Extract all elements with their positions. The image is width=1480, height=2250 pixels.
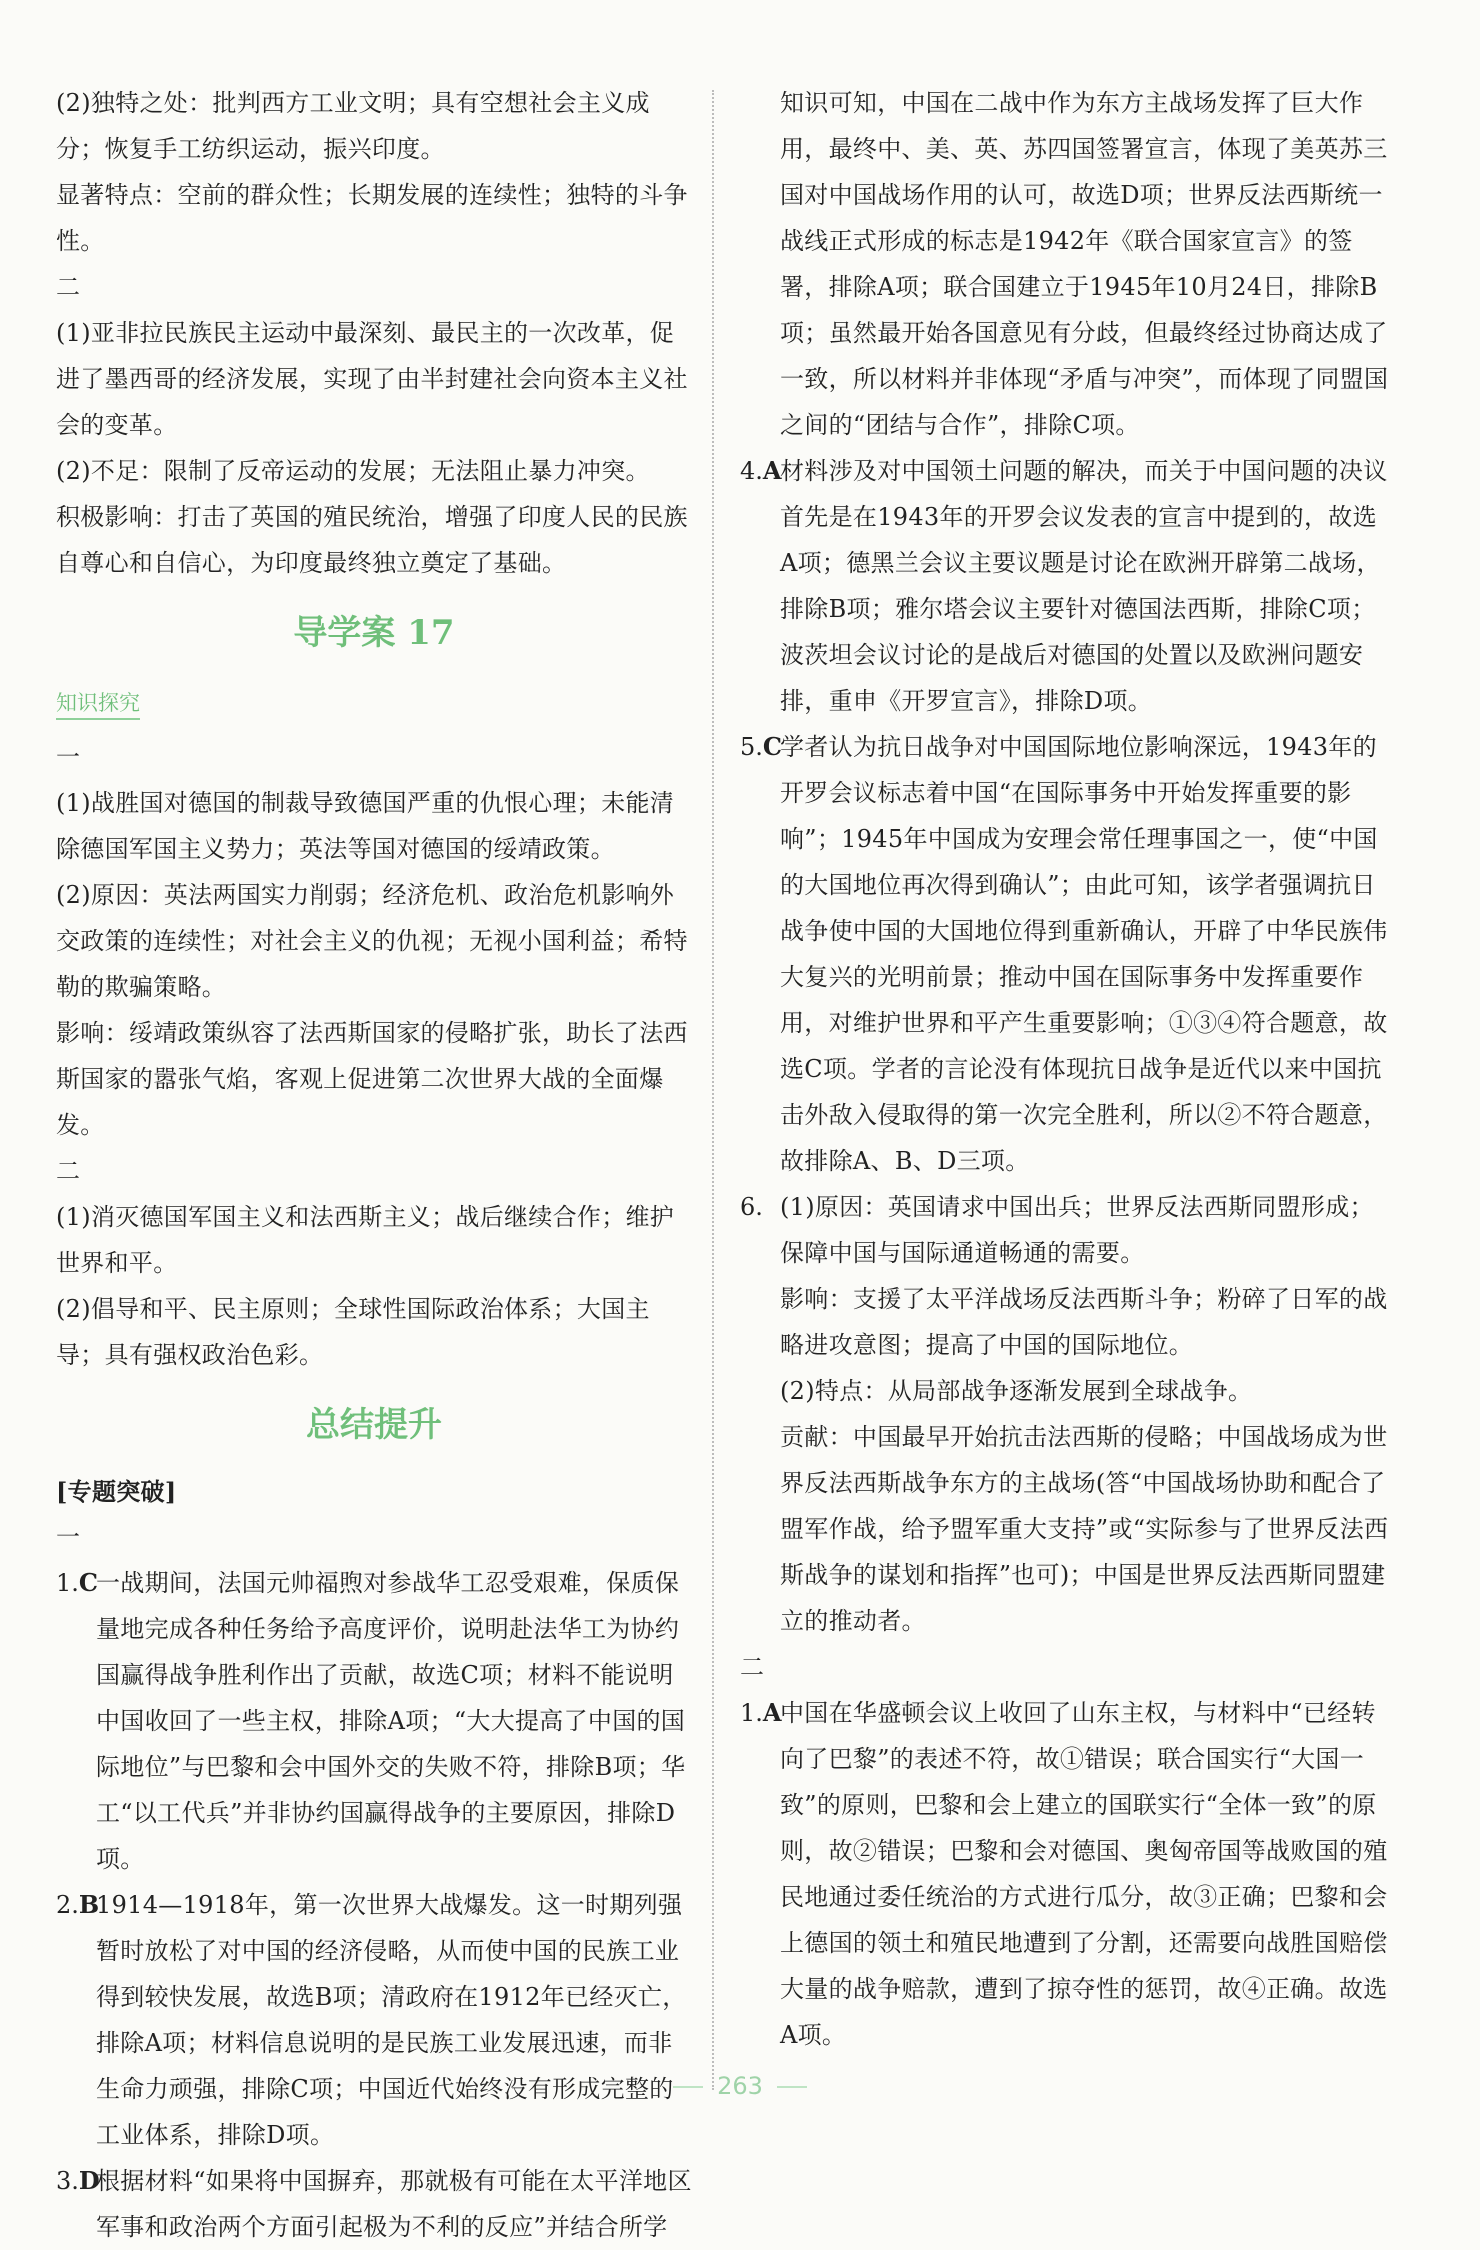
topic-tag: [专题突破] [56, 1477, 177, 1506]
explanation-continued: 知识可知，中国在二战中作为东方主战场发挥了巨大作用，最终中、美、英、苏四国签署宣言，体现了美英苏三国对中国战场作用的认可，故选D项；世界反法西斯统一战线正式形成的标志是1942年《联合国家宣言》的签署，排除A项；联合国建立于1945年10月24日，排除B项；虽然最开始各国意见有分歧，但最终经过协商达成了一致，所以材料并非体现“矛盾与冲突”，而体现了同盟国之间的“团结与合作”，排除C项。 [780, 89, 1389, 439]
right-column [740, 80, 1392, 2058]
page-number-rule-right [777, 2086, 807, 2088]
explanation-text: 材料涉及对中国领土问题的解决，而关于中国问题的决议首先是在1943年的开罗会议发表的宣言中提到的，故选A项；德黑兰会议主要议题是讨论在欧洲开辟第二战场，排除B项；雅尔塔会议主要针对德国法西斯，排除C项；波茨坦会议讨论的是战后对德国的处置以及欧洲问题安排，重申《开罗宣言》，排除D项。 [780, 457, 1388, 715]
section-number: 二 [56, 273, 81, 301]
answer-paragraph: (1)消灭德国军国主义和法西斯主义；战后继续合作；维护世界和平。 [56, 1203, 675, 1277]
answer-paragraph: 显著特点：空前的群众性；长期发展的连续性；独特的斗争性。 [56, 181, 688, 255]
section-title: 总结提升 [306, 1405, 442, 1445]
explanation-text: 1914—1918年，第一次世界大战爆发。这一时期列强暂时放松了对中国的经济侵略，从而使中国的民族工业得到较快发展，故选B项；清政府在1912年已经灭亡，排除A项；材料信息说明的是民族工业发展迅速，而非生命力顽强，排除C项；中国近代始终没有形成完整的工业体系，排除D项。 [96, 1891, 687, 2149]
explanation-text: 学者认为抗日战争对中国国际地位影响深远，1943年的开罗会议标志着中国“在国际事务中开始发挥重要的影响”；1945年中国成为安理会常任理事国之一，使“中国的大国地位再次得到确认”；由此可知，该学者强调抗日战争使中国的大国地位得到重新确认，开辟了中华民族伟大复兴的光明前景；推动中国在国际事务中发挥重要作用，对维护世界和平产生重要影响；①③④符合题意，故选C项。学者的言论没有体现抗日战争是近代以来中国抗击外敌入侵取得的第一次完全胜利，所以②不符合题意，故排除A、B、D三项。 [780, 733, 1388, 1175]
question-number: 4.A [740, 456, 782, 485]
answer-letter: B [78, 1890, 100, 1919]
answer-paragraph: (2)特点：从局部战争逐渐发展到全球战争。 [780, 1377, 1253, 1405]
question-item [56, 1560, 692, 1882]
answer-paragraph: (2)独特之处：批判西方工业文明；具有空想社会主义成分；恢复手工纺织运动，振兴印度。 [56, 89, 650, 163]
question-item [740, 724, 1392, 1184]
answer-paragraph: (1)亚非拉民族民主运动中最深刻、最民主的一次改革，促进了墨西哥的经济发展，实现了由半封建社会向资本主义社会的变革。 [56, 319, 688, 439]
explanation-text: 中国在华盛顿会议上收回了山东主权，与材料中“已经转向了巴黎”的表述不符，故①错误；联合国实行“大国一致”的原则，巴黎和会上建立的国联实行“全体一致”的原则，故②错误；巴黎和会对德国、奥匈帝国等战败国的殖民地通过委任统治的方式进行瓜分，故③正确；巴黎和会上德国的领土和殖民地遭到了分割，还需要向战胜国赔偿大量的战争赔款，遭到了掠夺性的惩罚，故④正确。故选A项。 [780, 1699, 1388, 2049]
question-number: 1.C [56, 1568, 99, 1597]
answer-paragraph: 贡献：中国最早开始抗击法西斯的侵略；中国战场成为世界反法西斯战争东方的主战场(答“中国战场协助和配合了盟军作战，给予盟军重大支持”或“实际参与了世界反法西斯战争的谋划和指挥”也可)；中国是世界反法西斯同盟建立的推动者。 [780, 1423, 1389, 1635]
column-divider [712, 90, 714, 2090]
question-number: 2.B [56, 1890, 100, 1919]
left-column [56, 80, 692, 2250]
section-number: 一 [56, 743, 81, 771]
explanation-text: 根据材料“如果将中国摒弃，那就极有可能在太平洋地区军事和政治两个方面引起极为不利的反应”并结合所学 [96, 2167, 692, 2241]
answer-paragraph: (1)战胜国对德国的制裁导致德国严重的仇恨心理；未能清除德国军国主义势力；英法等国对德国的绥靖政策。 [56, 789, 675, 863]
page-number: 263 [0, 2072, 1480, 2100]
question-item [56, 2158, 692, 2250]
section-number: 二 [740, 1653, 765, 1681]
section-number: 二 [56, 1157, 81, 1185]
answer-letter: D [78, 2166, 100, 2195]
question-number: 6. [740, 1193, 763, 1221]
answer-letter: C [762, 732, 783, 761]
question-item [56, 1882, 692, 2158]
explanation-text: 一战期间，法国元帅福煦对参战华工忍受艰难，保质保量地完成各种任务给予高度评价，说明赴法华工为协约国赢得战争胜利作出了贡献，故选C项；材料不能说明中国收回了一些主权，排除A项；“大大提高了中国的国际地位”与巴黎和会中国外交的失败不符，排除B项；华工“以工代兵”并非协约国赢得战争的主要原因，排除D项。 [96, 1569, 686, 1873]
question-item [740, 1690, 1392, 2058]
subsection-label: 知识探究 [56, 688, 140, 720]
page-number-rule-left [673, 2086, 703, 2088]
answer-paragraph: 积极影响：打击了英国的殖民统治，增强了印度人民的民族自尊心和自信心，为印度最终独立奠定了基础。 [56, 503, 688, 577]
answer-paragraph: 影响：支援了太平洋战场反法西斯斗争；粉碎了日军的战略进攻意图；提高了中国的国际地位。 [780, 1285, 1388, 1359]
answer-paragraph: 影响：绥靖政策纵容了法西斯国家的侵略扩张，助长了法西斯国家的嚣张气焰，客观上促进第二次世界大战的全面爆发。 [56, 1019, 688, 1139]
section-number: 一 [56, 1523, 81, 1551]
question-number: 3.D [56, 2166, 100, 2195]
answer-letter: C [78, 1568, 99, 1597]
answer-letter: A [762, 1698, 782, 1727]
answer-paragraph: (2)不足：限制了反帝运动的发展；无法阻止暴力冲突。 [56, 457, 650, 485]
question-item [740, 448, 1392, 724]
answer-paragraph: (1)原因：英国请求中国出兵；世界反法西斯同盟形成；保障中国与国际通道畅通的需要。 [780, 1193, 1374, 1267]
answer-letter: A [762, 456, 782, 485]
question-number: 1.A [740, 1698, 782, 1727]
question-item [740, 1184, 1392, 1644]
question-number: 5.C [740, 732, 783, 761]
lesson-title: 导学案 17 [293, 613, 455, 653]
answer-paragraph: (2)倡导和平、民主原则；全球性国际政治体系；大国主导；具有强权政治色彩。 [56, 1295, 650, 1369]
answer-paragraph: (2)原因：英法两国实力削弱；经济危机、政治危机影响外交政策的连续性；对社会主义的仇视；无视小国利益；希特勒的欺骗策略。 [56, 881, 688, 1001]
